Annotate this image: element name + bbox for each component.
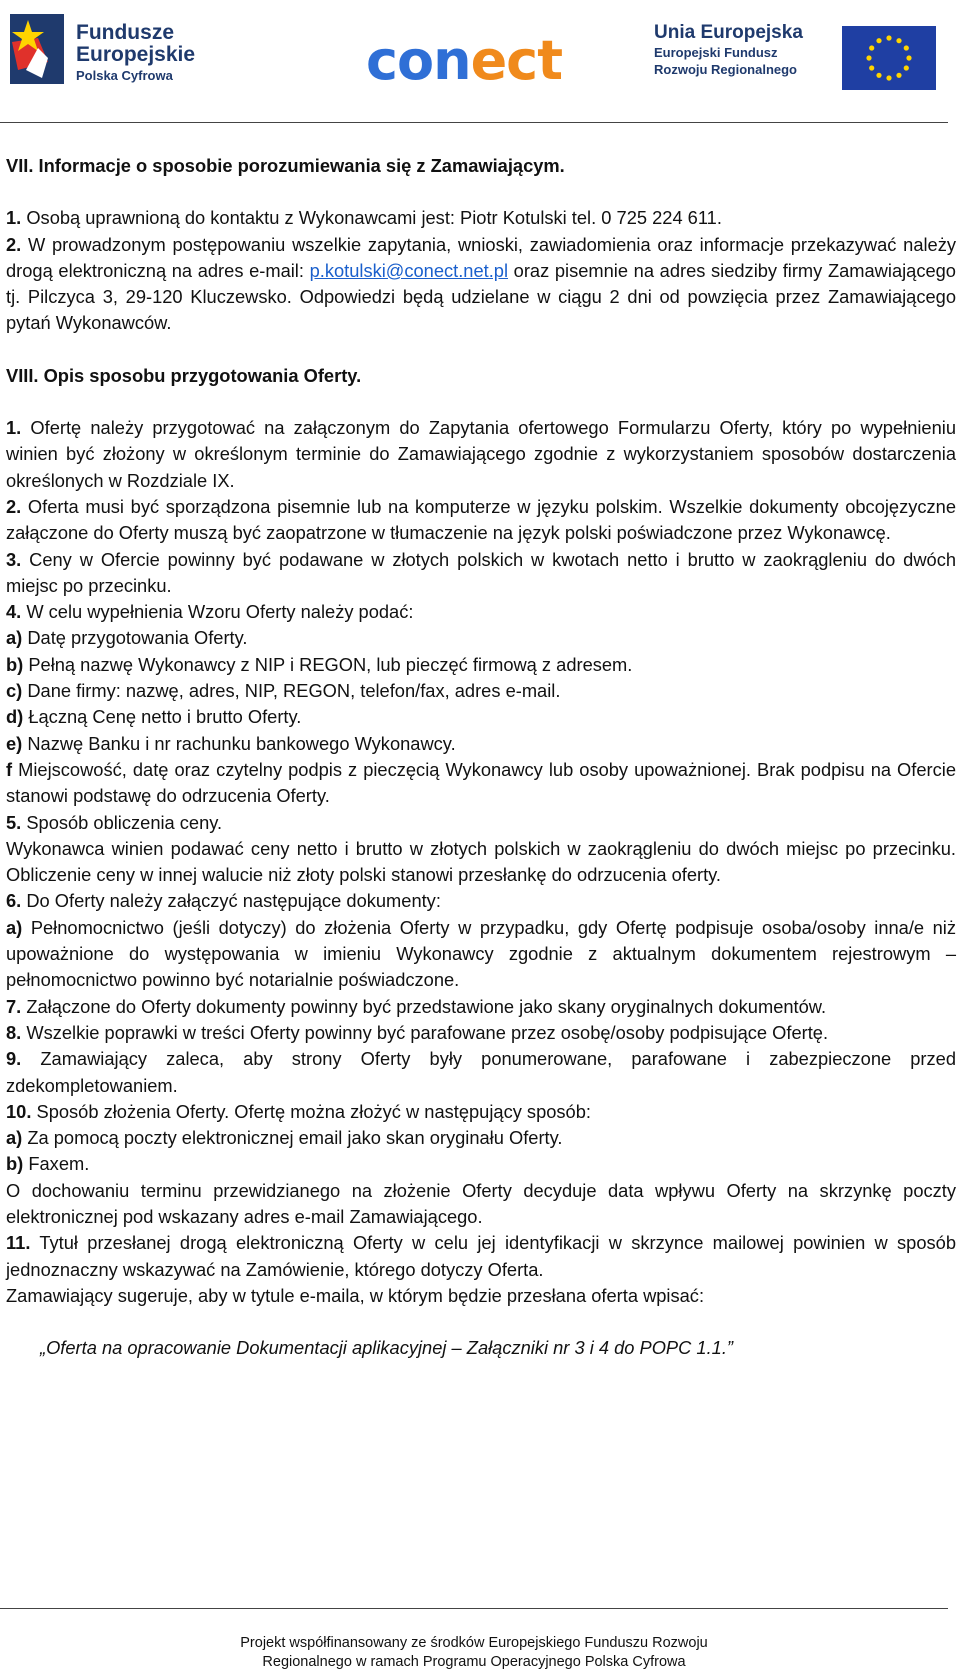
section-7-item-1: 1. Osobą uprawnioną do kontaktu z Wykonawcami jest: Piotr Kotulski tel. 0 725 224 611. — [6, 207, 722, 229]
section-8-item: 11. Tytuł przesłanej drogą elektroniczną Oferty w celu jej identyfikacji w skrzynce mailowej powinien w sposób jednoznaczny wskazywać na Zamówienie, którego dotyczy Oferta. — [6, 1232, 956, 1280]
section-8-item: 4. W celu wypełnienia Wzoru Oferty należy podać: — [6, 601, 414, 623]
fe-stars-emblem-icon — [8, 12, 66, 86]
section-8-item: 10. Sposób złożenia Oferty. Ofertę można złożyć w następujący sposób: — [6, 1100, 591, 1122]
section-7-item-2: 2. W prowadzonym postępowaniu wszelkie zapytania, wnioski, zawiadomienia oraz informacje przekazywać należy drogą elektroniczną na adres e-mail: p.kotulski@conect.net.pl oraz pisemnie na adres siedziby firmy Zamawiającego tj. Pilczyca 3, 29-120 Kluczewsko. Odpowiedzi będą udzielane w ciągu 2 dni od powzięcia przez Zamawiającego pytań Wykonawców. — [6, 233, 956, 334]
section-8-item: f Miejscowość, datę oraz czytelny podpis z pieczęcią Wykonawcy lub osoby upoważnionej. Brak podpisu na Ofercie stanowi podstawę do odrzucenia Oferty. — [6, 758, 956, 807]
section-8-item: c) Dane firmy: nazwę, adres, NIP, REGON, telefon/fax, adres e-mail. — [6, 680, 561, 702]
section-8-item: a) Za pomocą poczty elektronicznej email jako skan oryginału Oferty. — [6, 1127, 563, 1149]
header-divider — [0, 122, 948, 123]
section-8-heading: VIII. Opis sposobu przygotowania Oferty. — [6, 364, 362, 386]
section-8-item: O dochowaniu terminu przewidzianego na złożenie Oferty decyduje data wpływu Oferty na skrzynkę poczty elektronicznej pod wskazany adres e-mail Zamawiającego. — [6, 1179, 956, 1227]
section-8-item: b) Pełną nazwę Wykonawcy z NIP i REGON, lub pieczęć firmową z adresem. — [6, 653, 633, 675]
page-header — [0, 0, 960, 120]
section-8-item: 8. Wszelkie poprawki w treści Oferty powinny być parafowane przez osobę/osoby podpisujące Ofertę. — [6, 1021, 829, 1043]
section-8-item: d) Łączną Cenę netto i brutto Oferty. — [6, 706, 302, 728]
unia-europejska-logo — [654, 22, 946, 92]
section-8-item: Zamawiający sugeruje, aby w tytule e-maila, w którym będzie przesłana oferta wpisać: — [6, 1284, 705, 1306]
footer-divider — [0, 1608, 948, 1609]
conect-logo: conect — [366, 29, 563, 92]
section-8-item: a) Datę przygotowania Oferty. — [6, 627, 248, 649]
fundusze-europejskie-logo — [8, 12, 218, 92]
fe-logo-subtitle: Polska Cyfrowa — [76, 68, 173, 83]
section-8-item: 9. Zamawiający zaleca, aby strony Oferty były ponumerowane, parafowane i zabezpieczone przed zdekompletowaniem. — [6, 1048, 956, 1096]
document-body — [6, 153, 956, 1361]
section-8-item: 2. Oferta musi być sporządzona pisemnie lub na komputerze w języku polskim. Wszelkie dokumenty obcojęzyczne załączone do Oferty muszą być zaopatrzone w tłumaczenie na język polski poświadczone przez Wykonawcę. — [6, 495, 956, 544]
section-8-item: 1. Ofertę należy przygotować na załączonym do Zapytania ofertowego Formularzu Oferty, który po wypełnieniu winien być złożony w określonym terminie do Zamawiającego zgodnie z wykorzystaniem sposobów dostarczenia określonych w Rozdziale IX. — [6, 417, 956, 491]
eu-flag-icon — [842, 26, 936, 90]
fe-logo-title: Fundusze Europejskie — [76, 21, 196, 66]
section-8-item: 6. Do Oferty należy załączyć następujące dokumenty: — [6, 890, 441, 912]
page-footer — [0, 1634, 948, 1672]
footer-line-2: Regionalnego w ramach Programu Operacyjnego Polska Cyfrowa — [262, 1654, 686, 1670]
section-8-item: 7. Załączone do Oferty dokumenty powinny być przedstawione jako skany oryginalnych dokumentów. — [6, 995, 827, 1017]
section-8-item: 5. Sposób obliczenia ceny. — [6, 811, 223, 833]
section-8-item: 3. Ceny w Ofercie powinny być podawane w złotych polskich w kwotach netto i brutto w zaokrągleniu do dwóch miejsc po przecinku. — [6, 548, 956, 596]
ue-logo-text: Unia Europejska Europejski Fundusz Rozwoju Regionalnego — [654, 22, 803, 77]
section-8-item: a) Pełnomocnictwo (jeśli dotyczy) do złożenia Oferty w przypadku, gdy Ofertę podpisuje osoba/osoby inna/e niż upoważnione do występowania w imieniu Wykonawcy zgodnie z aktualnym dokumentem rejestrowym – pełnomocnictwo powinno być notarialnie poświadczone. — [6, 916, 956, 991]
email-title-quote: „Oferta na opracowanie Dokumentacji aplikacyjnej – Załączniki nr 3 i 4 do POPC 1.1.” — [40, 1337, 733, 1359]
footer-line-1: Projekt współfinansowany ze środków Europejskiego Funduszu Rozwoju — [240, 1635, 708, 1651]
section-8-item: e) Nazwę Banku i nr rachunku bankowego Wykonawcy. — [6, 732, 456, 754]
section-8-list — [6, 415, 956, 1309]
section-8-item: b) Faxem. — [6, 1153, 90, 1175]
section-7-heading: VII. Informacje o sposobie porozumiewania się z Zamawiającym. — [6, 155, 565, 176]
section-8-item: Wykonawca winien podawać ceny netto i brutto w złotych polskich w zaokrągleniu do dwóch miejsc po przecinku. Obliczenie ceny w innej walucie niż złoty polski stanowi przesłankę do odrzucenia oferty. — [6, 837, 956, 886]
email-link[interactable]: p.kotulski@conect.net.pl — [309, 259, 509, 281]
